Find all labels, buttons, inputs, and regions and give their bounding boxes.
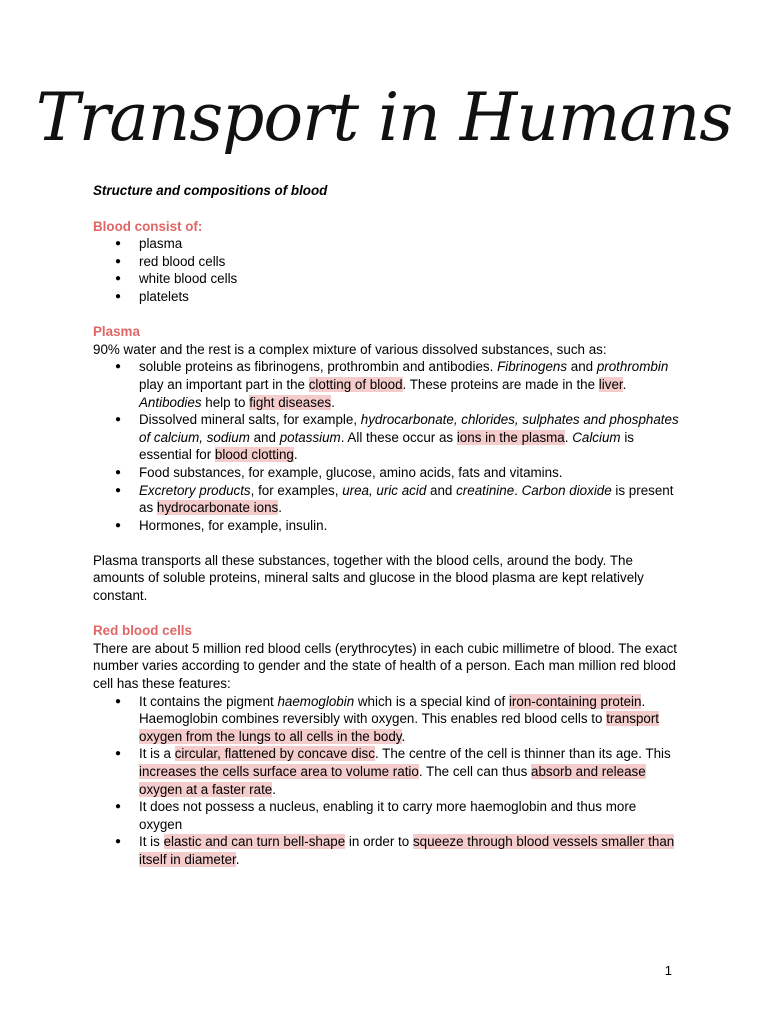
list-item: ● red blood cells	[93, 253, 683, 271]
blood-heading: Blood consist of:	[93, 218, 203, 234]
highlight: fight diseases	[249, 394, 332, 410]
highlight: iron-containing protein	[508, 693, 642, 709]
highlight: elastic and can turn bell-shape	[163, 834, 346, 850]
highlight: circular, flattened by concave disc	[174, 746, 375, 762]
page-number: 1	[664, 963, 672, 978]
list-item: ● platelets	[93, 288, 683, 306]
list-item: ● white blood cells	[93, 270, 683, 288]
list-item: ● Excretory products, for examples, urea, uric acid and creatinine. Carbon dioxide is present as hydrocarbonate ions.	[93, 482, 683, 517]
list-item: ● soluble proteins as fibrinogens, prothrombin and antibodies. Fibrinogens and prothrombin play an important part in the clotting of blood. These proteins are made in the liver. Antibodies help to fight diseases.	[93, 358, 683, 411]
list-item: ● It is elastic and can turn bell-shape in order to squeeze through blood vessels smaller than itself in diameter.	[93, 833, 683, 868]
section-subtitle: Structure and compositions of blood	[93, 183, 328, 198]
list-item: ● Dissolved mineral salts, for example, hydrocarbonate, chlorides, sulphates and phosphates of calcium, sodium and potassium. All these occur as ions in the plasma. Calcium is essential for blood clotting.	[93, 411, 683, 464]
plasma-intro: 90% water and the rest is a complex mixture of various dissolved substances, such as:	[93, 341, 607, 357]
list-item: ● plasma	[93, 235, 683, 253]
list-item: ● It contains the pigment haemoglobin which is a special kind of iron-containing protein. Haemoglobin combines reversibly with oxygen. This enables red blood cells to transport oxygen from the lungs to all cells in the body.	[93, 693, 683, 746]
page-title: Transport in Humans	[35, 79, 733, 156]
highlight: liver	[598, 376, 623, 392]
list-item: ● Food substances, for example, glucose, amino acids, fats and vitamins.	[93, 464, 683, 482]
plasma-summary: Plasma transports all these substances, together with the blood cells, around the body. The amounts of soluble proteins, mineral salts and glucose in the blood plasma are kept relatively constant.	[93, 552, 644, 604]
highlight: clotting of blood	[308, 376, 403, 392]
highlight: ions in the plasma	[456, 429, 565, 445]
highlight: increases the cells surface area to volume ratio	[139, 764, 419, 779]
list-item: ● It does not possess a nucleus, enabling it to carry more haemoglobin and thus more oxygen	[93, 798, 683, 833]
plasma-heading: Plasma	[93, 324, 140, 340]
highlight: hydrocarbonate ions	[156, 500, 279, 516]
plasma-list	[93, 358, 683, 534]
highlight: absorb and release oxygen at a faster rate	[139, 764, 646, 797]
document-body	[93, 182, 683, 869]
list-item: ● Hormones, for example, insulin.	[93, 517, 683, 535]
highlight: transport oxygen from the lungs to all cells in the body	[139, 711, 660, 744]
highlight: blood clotting	[214, 447, 294, 463]
rbc-heading: Red blood cells	[93, 623, 192, 639]
rbc-intro: There are about 5 million red blood cells (erythrocytes) in each cubic millimetre of blood. The exact number varies according to gender and the state of health of a person. Each man million red blood cell has these features:	[93, 640, 678, 692]
blood-list	[93, 235, 683, 305]
rbc-list	[93, 693, 683, 869]
list-item: ● It is a circular, flattened by concave disc. The centre of the cell is thinner than its age. This increases the cells surface area to volume ratio. The cell can thus absorb and release oxygen at a faster rate.	[93, 745, 683, 798]
highlight: squeeze through blood vessels smaller than itself in diameter	[139, 834, 675, 867]
